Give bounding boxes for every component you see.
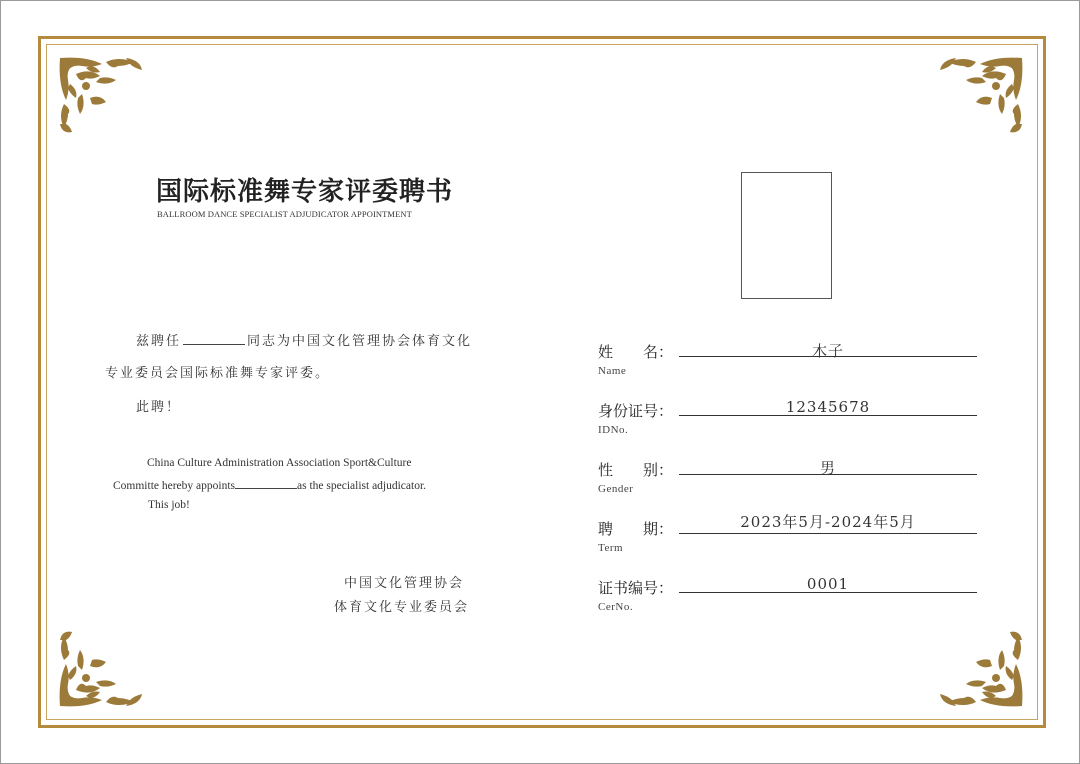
- title-english: BALLROOM DANCE SPECIALIST ADJUDICATOR APPOINTMENT: [157, 209, 412, 219]
- field-line-name: [679, 355, 977, 357]
- corner-ornament-icon: [938, 54, 1026, 134]
- field-label-term-en: Term: [598, 542, 624, 554]
- field-label-cert-en: CerNo.: [598, 601, 634, 613]
- inner-gold-frame: [46, 44, 1038, 720]
- body-cn-line1: [136, 330, 472, 349]
- body-en-line3: This job!: [148, 499, 190, 511]
- body-en-line2-pre: Committe hereby appoints: [113, 480, 236, 492]
- field-value-cert: 0001: [806, 575, 850, 593]
- field-label-name-en: Name: [598, 365, 627, 377]
- field-label-id-en: IDNo.: [598, 424, 629, 436]
- body-en-line2-post: as the specialist adjudicator.: [297, 480, 427, 492]
- field-label-name: 姓 名：: [598, 343, 674, 361]
- field-line-gender: [679, 473, 977, 475]
- issuer-line1: 中国文化管理协会: [344, 576, 465, 591]
- body-cn-line1-pre: 兹聘任: [136, 334, 182, 349]
- corner-ornament-icon: [56, 630, 144, 710]
- body-en-line2: [113, 478, 426, 492]
- field-line-cert: [679, 591, 977, 593]
- title-chinese: 国际标准舞专家评委聘书: [156, 177, 454, 207]
- photo-placeholder: [741, 172, 832, 299]
- corner-ornament-icon: [56, 54, 144, 134]
- field-label-gender: 性 别：: [598, 461, 674, 479]
- appointee-blank-en: [235, 478, 297, 489]
- corner-ornament-icon: [938, 630, 1026, 710]
- body-cn-line1-post: 同志为中国文化管理协会体育文化: [247, 334, 473, 349]
- appointee-blank: [183, 332, 245, 345]
- field-label-term: 聘 期：: [598, 520, 674, 538]
- field-value-term: 2023年5月-2024年5月: [740, 513, 916, 531]
- field-value-gender: 男: [819, 459, 836, 477]
- field-value-id: 12345678: [785, 398, 871, 416]
- field-label-cert: 证书编号：: [598, 579, 674, 597]
- body-cn-line2: 专业委员会国际标准舞专家评委。: [105, 366, 331, 381]
- field-label-gender-en: Gender: [598, 483, 634, 495]
- issuer-line2: 体育文化专业委员会: [334, 600, 470, 615]
- field-value-name: 木子: [811, 342, 844, 360]
- body-en-line1: China Culture Administration Association Sport&Culture: [147, 457, 412, 469]
- body-cn-line3: 此聘！: [136, 400, 182, 415]
- field-line-id: [679, 414, 977, 416]
- field-line-term: [679, 532, 977, 534]
- field-label-id: 身份证号：: [598, 402, 674, 420]
